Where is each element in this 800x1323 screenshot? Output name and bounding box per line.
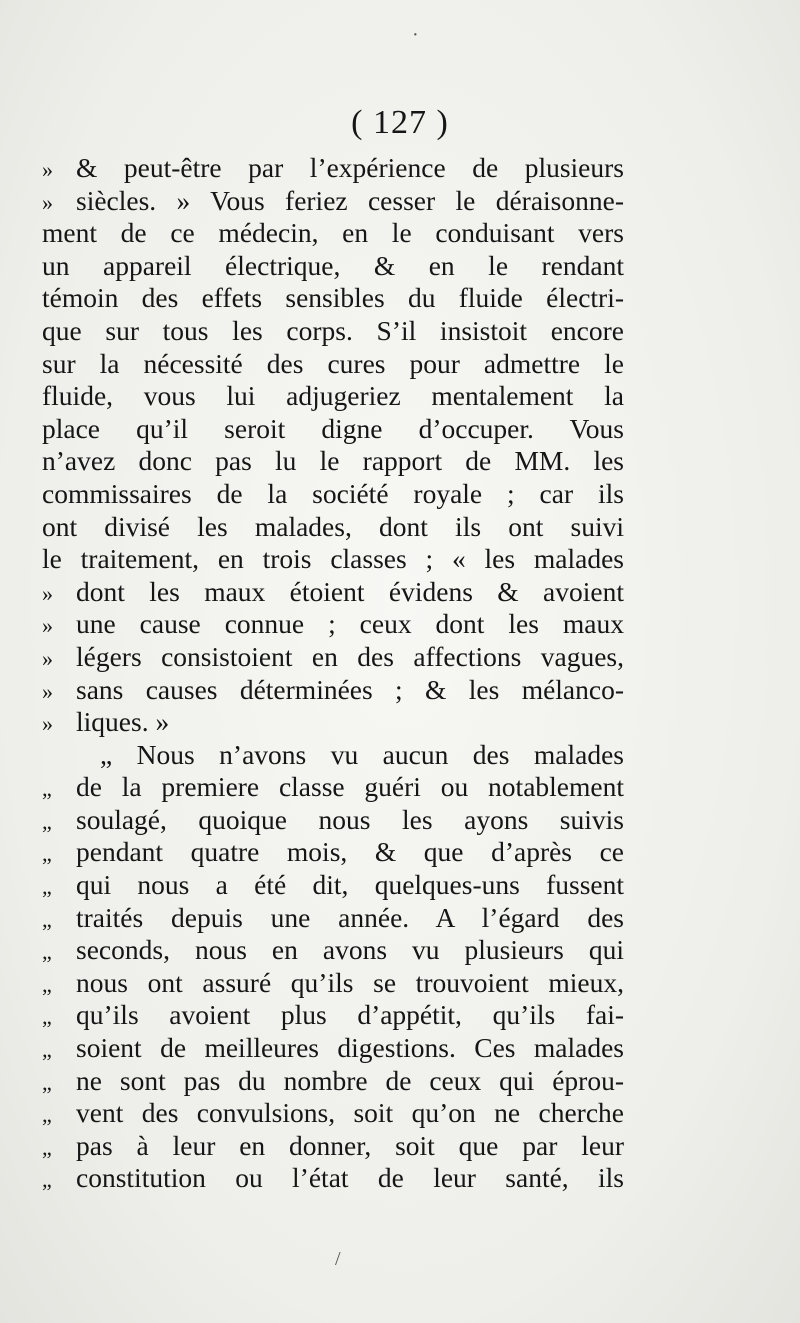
quote-mark: „ — [42, 906, 52, 932]
quote-mark: » — [42, 580, 53, 606]
quote-mark: „ — [42, 1167, 52, 1193]
text-line — [42, 706, 624, 739]
line-text: qui nous a été dit, quelques-uns fussent — [76, 869, 624, 901]
text-line — [42, 1162, 624, 1195]
text-line — [42, 380, 624, 413]
text-line — [42, 511, 624, 544]
line-text: vent des convulsions, soit qu’on ne cherche — [76, 1097, 624, 1129]
line-text: ont divisé les malades, dont ils ont suivi — [42, 510, 624, 542]
text-line — [42, 152, 624, 185]
text-line — [42, 576, 624, 609]
text-line — [42, 739, 624, 772]
quote-mark: » — [42, 157, 53, 182]
quote-mark: „ — [42, 808, 52, 834]
line-text: sur la nécessité des cures pour admettre le — [42, 347, 624, 379]
text-line — [42, 282, 624, 315]
line-text: une cause connue ; ceux dont les maux — [76, 608, 624, 640]
text-line — [42, 967, 624, 1000]
text-line — [42, 348, 624, 381]
text-line — [42, 836, 624, 869]
text-line — [42, 250, 624, 283]
quote-mark: „ — [42, 874, 52, 900]
text-line — [42, 185, 624, 218]
quote-mark: „ — [42, 841, 52, 867]
line-text: fluide, vous lui adjugeriez mentalement la — [42, 380, 624, 412]
text-line — [42, 608, 624, 641]
text-line — [42, 934, 624, 967]
line-text: témoin des effets sensibles du fluide électri- — [42, 282, 624, 314]
line-text: place qu’il seroit digne d’occuper. Vous — [42, 412, 624, 444]
body-text — [42, 152, 624, 1195]
text-line — [42, 674, 624, 707]
line-text: ment de ce médecin, en le conduisant vers — [42, 217, 624, 249]
text-line — [42, 1032, 624, 1065]
line-text: commissaires de la société royale ; car ils — [42, 477, 624, 509]
line-text: de la premiere classe guéri ou notablement — [76, 771, 624, 803]
line-text: un appareil électrique, & en le rendant — [42, 249, 624, 281]
line-text: constitution ou l’état de leur santé, ils — [76, 1162, 624, 1194]
line-text: sans causes déterminées ; & les mélanco- — [76, 673, 624, 705]
paper-speck: · — [412, 24, 419, 46]
text-line — [42, 999, 624, 1032]
text-line — [42, 641, 624, 674]
line-text: soulagé, quoique nous les ayons suivis — [76, 803, 624, 835]
quote-mark: „ — [42, 939, 52, 965]
line-text: pas à leur en donner, soit que par leur — [76, 1129, 624, 1161]
text-line — [42, 413, 624, 446]
text-line — [42, 1097, 624, 1130]
quote-mark: „ — [42, 1134, 52, 1160]
line-text: soient de meilleures digestions. Ces malades — [76, 1032, 624, 1064]
text-line — [42, 771, 624, 804]
text-line — [42, 1065, 624, 1098]
line-text: liques. » — [76, 706, 170, 738]
line-text: ne sont pas du nombre de ceux qui éprou- — [76, 1064, 624, 1096]
quote-mark: „ — [42, 776, 52, 802]
line-text: qu’ils avoient plus d’appétit, qu’ils fai- — [76, 999, 624, 1031]
text-line — [42, 1130, 624, 1163]
quote-mark: „ — [42, 971, 52, 997]
line-text: pendant quatre mois, & que d’après ce — [76, 836, 624, 868]
quote-mark: „ — [42, 1037, 52, 1063]
line-text: seconds, nous en avons vu plusieurs qui — [76, 934, 624, 966]
line-text: nous ont assuré qu’ils se trouvoient mieux, — [76, 966, 624, 998]
text-line — [42, 804, 624, 837]
text-line — [42, 902, 624, 935]
text-line — [42, 478, 624, 511]
paper-speck: / — [335, 1248, 341, 1270]
line-text: siècles. » Vous feriez cesser le déraisonne- — [76, 184, 624, 216]
line-text: n’avez donc pas lu le rapport de MM. les — [42, 445, 624, 477]
line-text: que sur tous les corps. S’il insistoit encore — [42, 314, 624, 346]
quote-mark: „ — [42, 1069, 52, 1095]
quote-mark: » — [42, 645, 53, 671]
quote-mark: » — [42, 711, 53, 737]
text-line — [42, 445, 624, 478]
text-line — [42, 869, 624, 902]
quote-mark: „ — [42, 1004, 52, 1030]
line-text: légers consistoient en des affections vagues, — [76, 640, 624, 672]
text-line — [42, 543, 624, 576]
text-line — [42, 315, 624, 348]
text-line — [42, 217, 624, 250]
quote-mark: » — [42, 189, 53, 215]
page-number: ( 127 ) — [351, 104, 449, 141]
line-text: dont les maux étoient évidens & avoient — [76, 575, 624, 607]
line-text: le traitement, en trois classes ; « les malades — [42, 543, 624, 575]
quote-mark: „ — [42, 1102, 52, 1128]
line-text: „ Nous n’avons vu aucun des malades — [100, 738, 624, 770]
quote-mark: » — [42, 678, 53, 704]
quote-mark: » — [42, 613, 53, 639]
line-text: & peut-être par l’expérience de plusieurs — [76, 152, 624, 183]
line-text: traités depuis une année. A l’égard des — [76, 901, 624, 933]
